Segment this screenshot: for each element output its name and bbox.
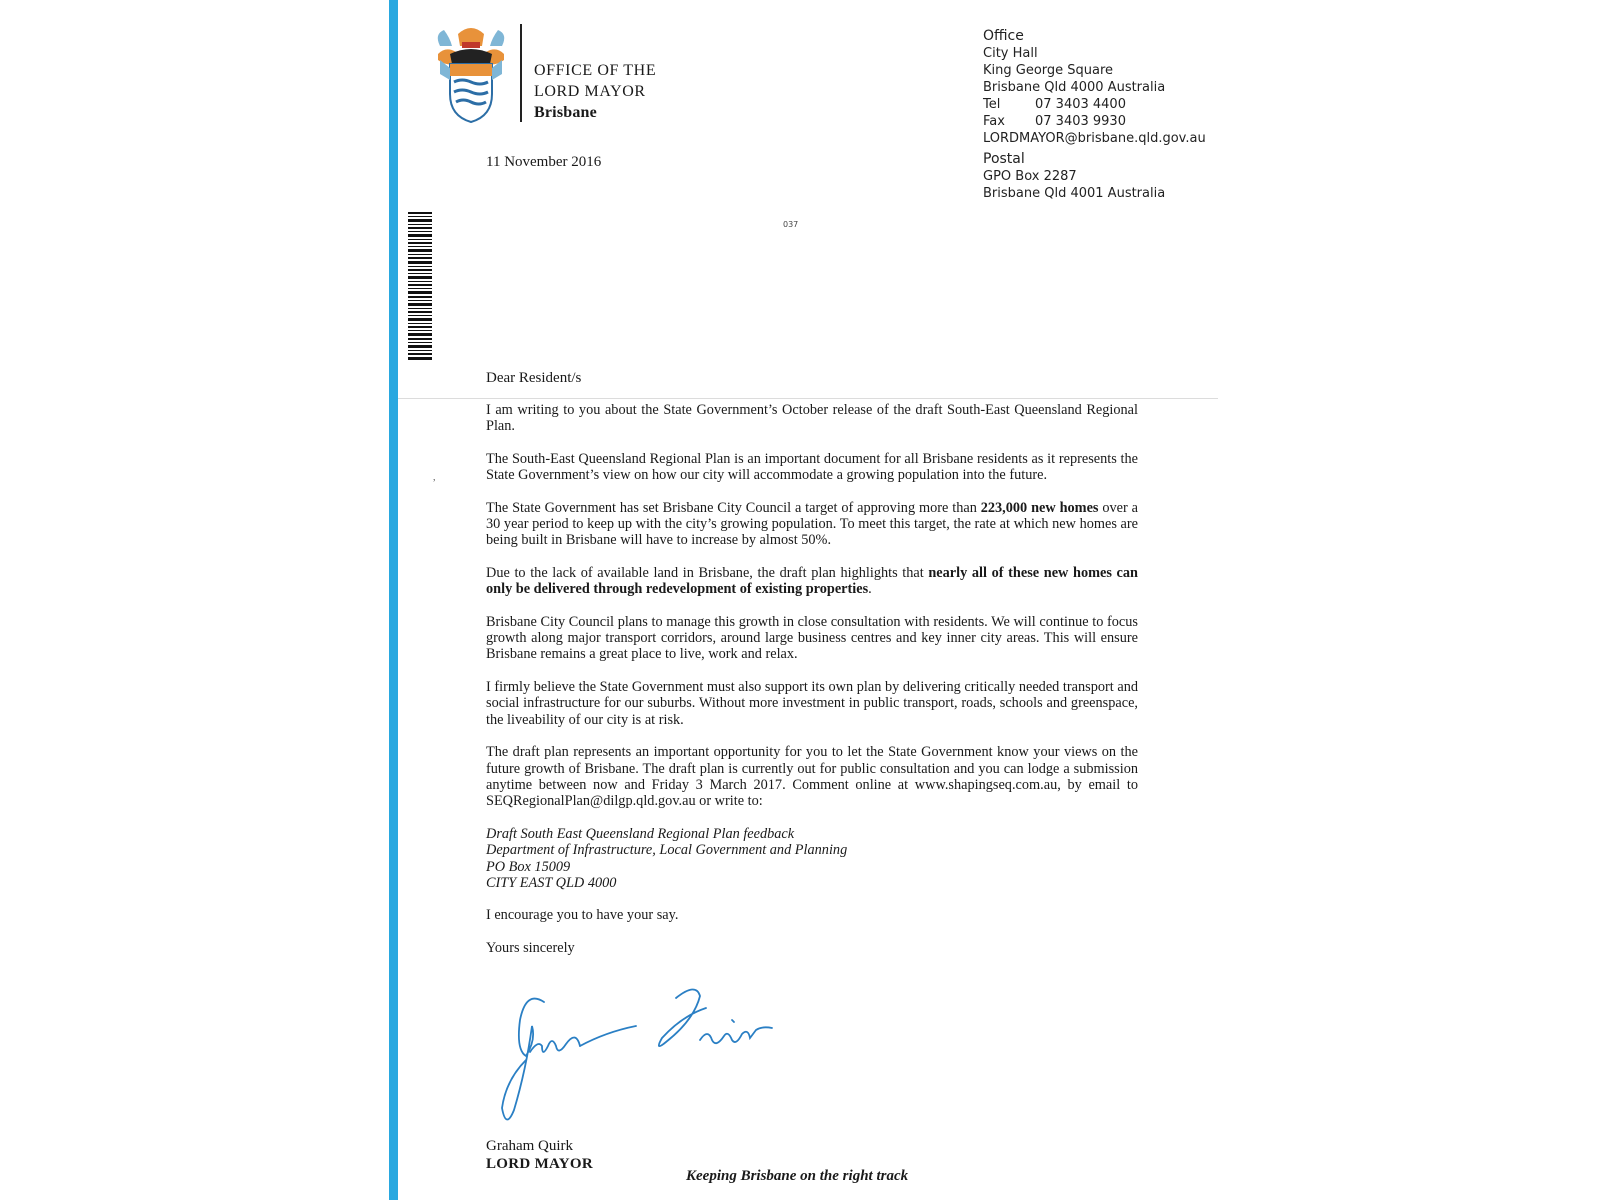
postal-heading: Postal <box>983 151 1025 167</box>
mailing-address-line: CITY EAST QLD 4000 <box>486 874 617 891</box>
fax-row <box>983 113 1206 130</box>
email-address: LORDMAYOR@brisbane.qld.gov.au <box>983 131 1206 146</box>
paragraph-text: Due to the lack of available land in Brisbane, the draft plan highlights that <box>486 564 929 581</box>
paragraph: I encourage you to have your say. <box>486 907 679 924</box>
paragraph-text: over a 30 year period to keep up with the city’s growing population. To meet this target, the rate at which new homes are being built in Brisbane will have to increase by almost 50%. <box>486 499 1139 549</box>
tel-value: 07 3403 4400 <box>1035 97 1126 112</box>
office-title <box>534 60 656 123</box>
fax-value: 07 3403 9930 <box>1035 114 1126 129</box>
paper-fold-line <box>398 398 1218 399</box>
scan-mark: , <box>433 472 436 483</box>
contact-address-block <box>983 28 1206 202</box>
office-title-line2: LORD MAYOR <box>534 83 646 100</box>
office-heading: Office <box>983 28 1024 44</box>
paragraph-text: The State Government has set Brisbane City Council a target of approving more than <box>486 499 981 516</box>
office-line: King George Square <box>983 63 1114 78</box>
paragraph <box>486 500 1138 549</box>
postal-line: GPO Box 2287 <box>983 169 1077 184</box>
office-title-line1: OFFICE OF THE <box>534 62 657 79</box>
letter-body <box>486 402 1138 972</box>
left-accent-bar <box>389 0 398 1200</box>
fax-label: Fax <box>983 114 1005 129</box>
signer-block <box>486 1137 593 1173</box>
coat-of-arms-icon <box>432 24 510 124</box>
office-line: City Hall <box>983 46 1038 61</box>
mailing-address-line: Department of Infrastructure, Local Government and Planning <box>486 842 848 859</box>
office-title-city: Brisbane <box>534 104 597 121</box>
letter-date: 11 November 2016 <box>486 154 602 170</box>
salutation: Dear Resident/s <box>486 370 582 386</box>
mailing-address <box>486 826 1138 892</box>
closing: Yours sincerely <box>486 939 575 956</box>
signature-icon <box>486 980 796 1130</box>
office-line: Brisbane Qld 4000 Australia <box>983 80 1166 95</box>
paragraph: Brisbane City Council plans to manage this growth in close consultation with residents. We will continue to focus growth along major transport corridors, around large business centres and key inner city areas. This will ensure Brisbane remains a great place to live, work and relax. <box>486 613 1138 663</box>
paragraph-emphasis: nearly all of these new homes can only be delivered through redevelopment of existing properties <box>486 564 1138 598</box>
paragraph: The South-East Queensland Regional Plan is an important document for all Brisbane residents as it represents the State Government’s view on how our city will accommodate a growing population into the future. <box>486 450 1138 484</box>
tel-label: Tel <box>983 97 1001 112</box>
paragraph: The draft plan represents an important opportunity for you to let the State Government know your views on the future growth of Brisbane. The draft plan is currently out for public consultation and you can lodge a submission anytime between now and Friday 3 March 2017. Comment online at www.shapingseq.com.au, by email to SEQRegionalPlan@dilgp.qld.gov.au or write to: <box>486 744 1138 810</box>
header-divider <box>520 24 522 122</box>
footer-tagline: Keeping Brisbane on the right track <box>686 1168 909 1184</box>
reference-code: 037 <box>783 220 799 229</box>
paragraph: I firmly believe the State Government must also support its own plan by delivering critically needed transport and social infrastructure for our suburbs. Without more investment in public transport, roads, schools and greenspace, the liveability of our city is at risk. <box>486 678 1138 728</box>
paragraph-emphasis: 223,000 new homes <box>980 499 1099 516</box>
barcode-icon <box>408 212 432 360</box>
signer-role: LORD MAYOR <box>486 1156 594 1172</box>
paragraph-text: . <box>868 581 872 598</box>
tel-row <box>983 96 1206 113</box>
signer-name: Graham Quirk <box>486 1138 574 1154</box>
mailing-address-line: Draft South East Queensland Regional Plan feedback <box>486 825 795 842</box>
paragraph <box>486 565 1138 598</box>
mailing-address-line: PO Box 15009 <box>486 858 571 875</box>
postal-line: Brisbane Qld 4001 Australia <box>983 186 1166 201</box>
paragraph: I am writing to you about the State Government’s October release of the draft South-East Queensland Regional Plan. <box>486 402 1138 435</box>
